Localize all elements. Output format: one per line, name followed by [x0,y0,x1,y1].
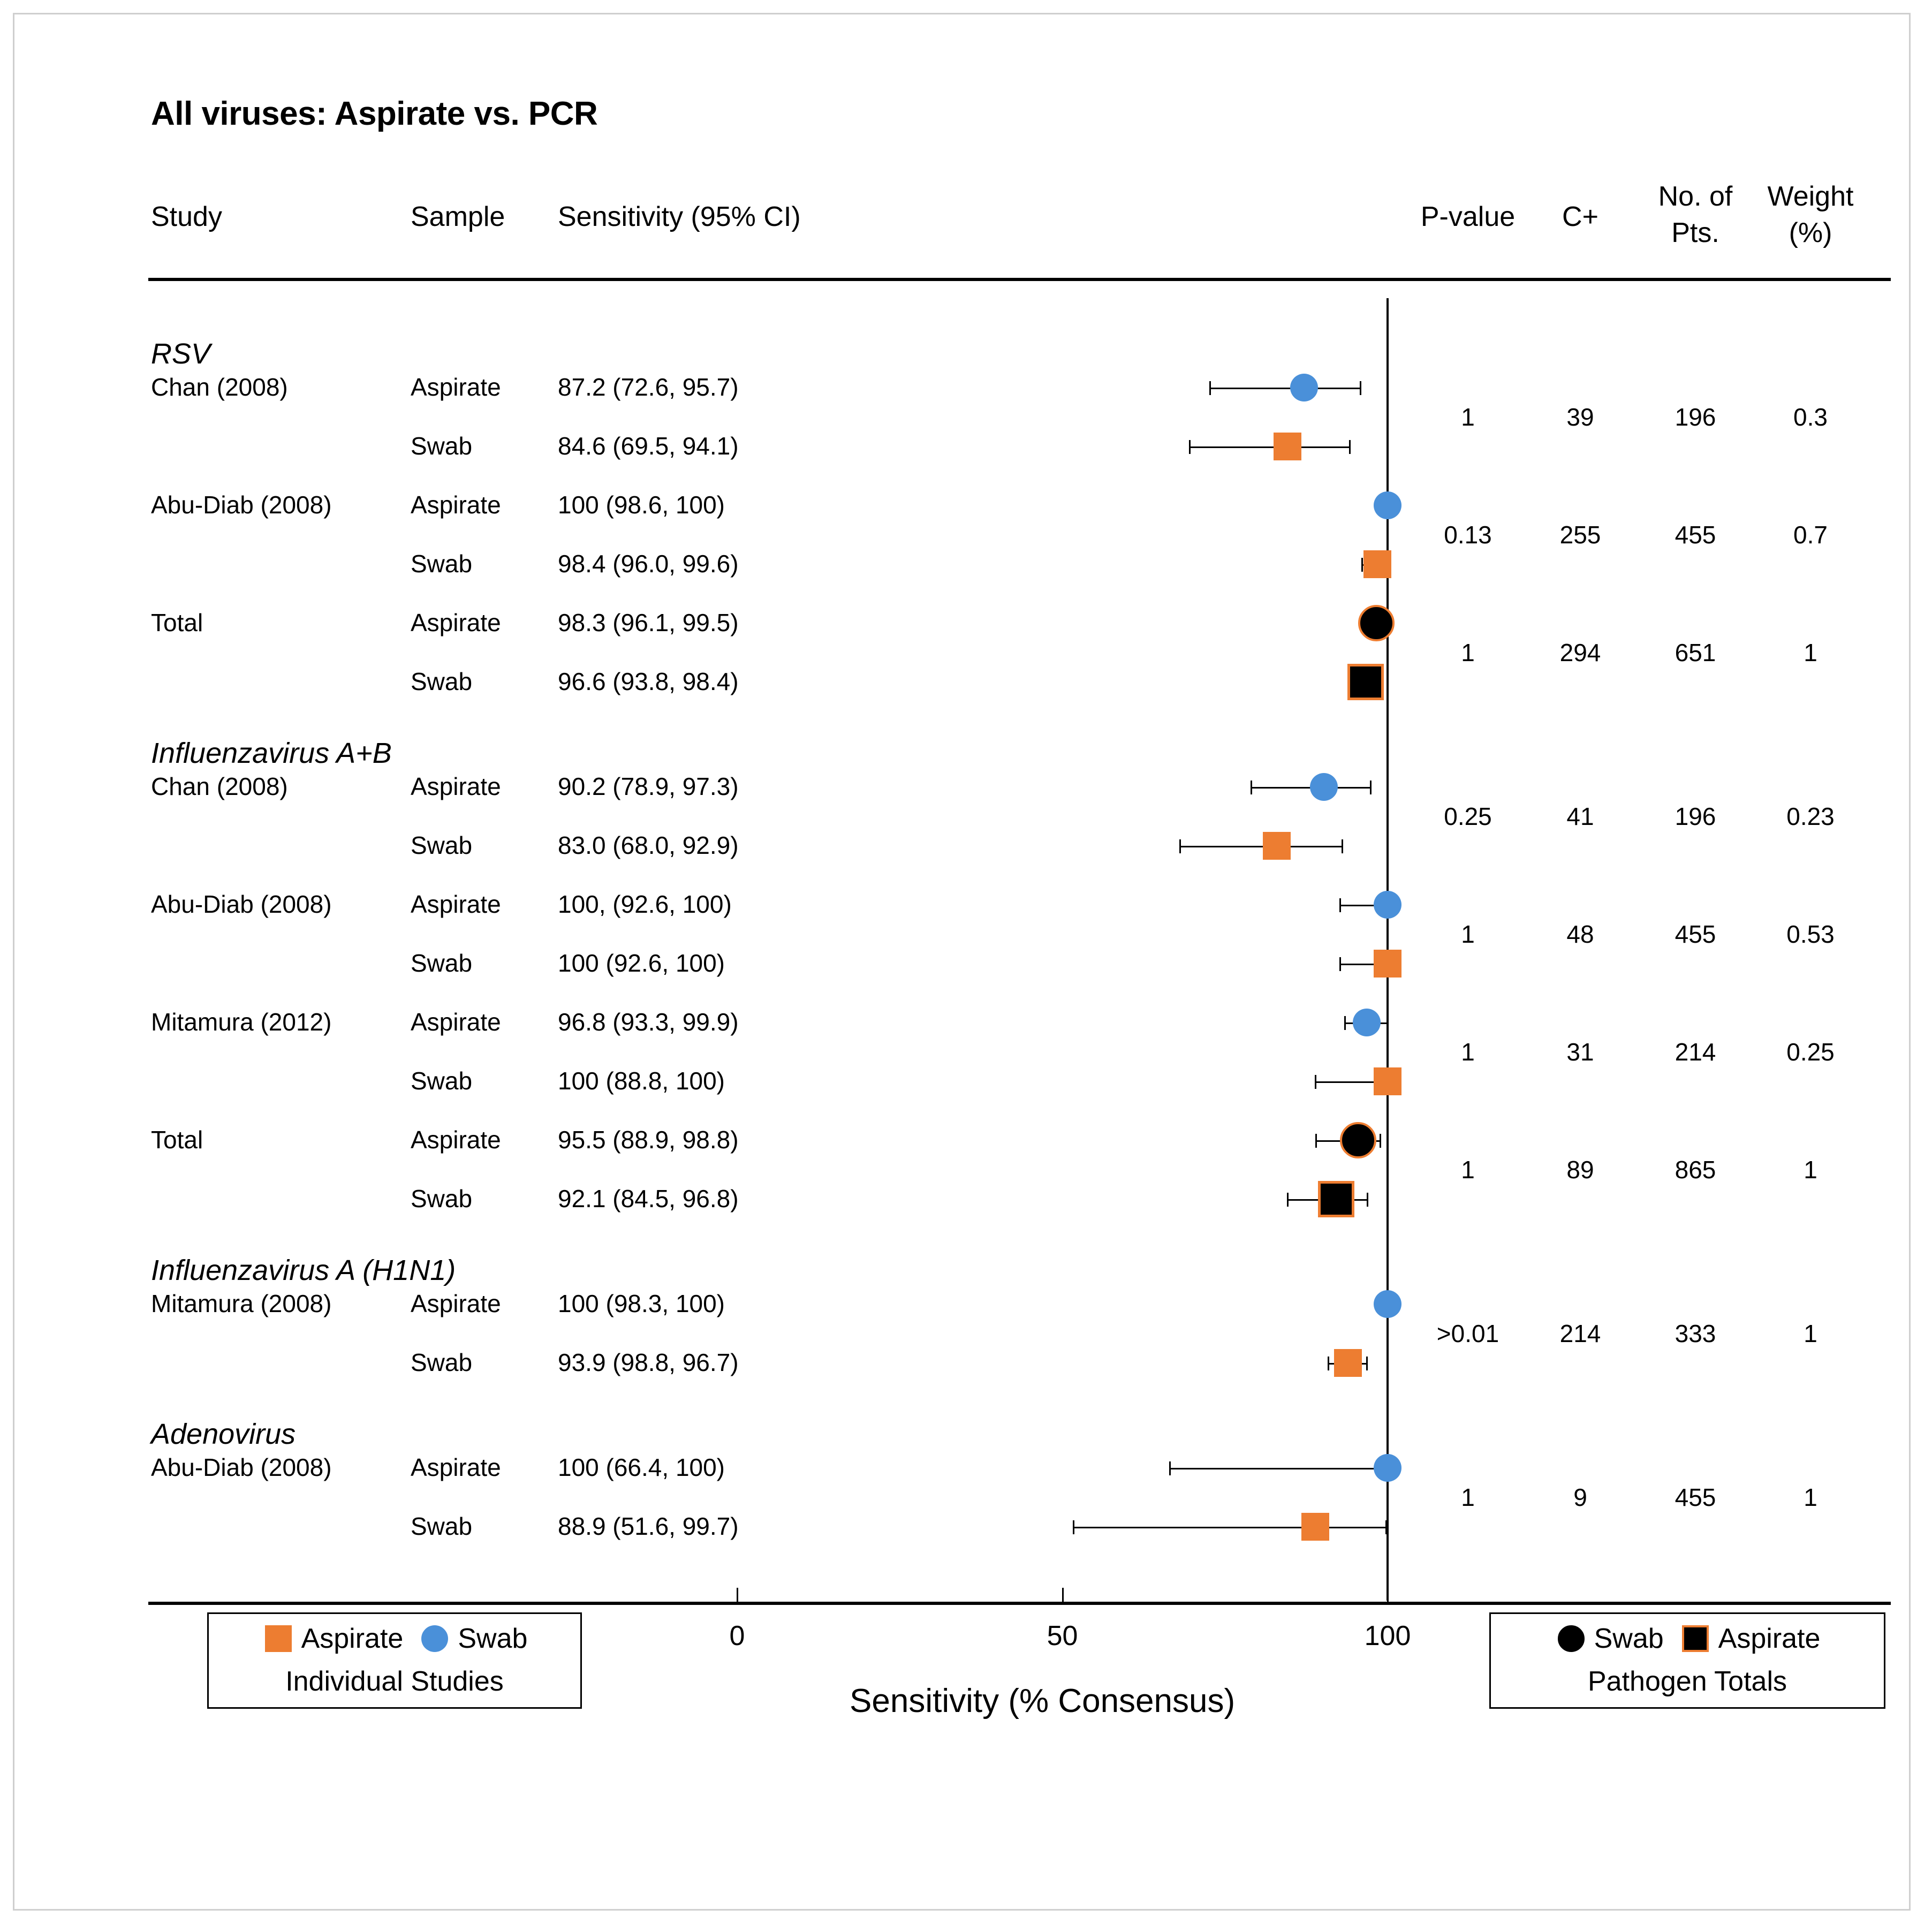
row-sample: Aspirate [411,772,501,800]
ci-line [1169,1468,1388,1469]
ci-cap-high [1360,381,1361,395]
row-study: Chan (2008) [151,772,288,800]
marker-swab-circle [1374,1454,1401,1482]
marker-swab-circle [1374,491,1401,519]
axis-title: Sensitivity (% Consensus) [850,1683,1236,1719]
marker-total-circle [1358,605,1395,641]
row-sample: Aspirate [411,609,501,637]
legend-circle-icon [1558,1625,1585,1652]
row-sensitivity: 100 (98.3, 100) [558,1290,725,1317]
ci-cap-high [1367,1193,1368,1207]
row-cplus: 39 [1566,403,1594,431]
group-label-1: Influenzavirus A+B [151,737,392,769]
row-npts: 214 [1675,1038,1716,1066]
row-study: Total [151,609,203,637]
forest-plot [14,14,1912,1912]
legend-pathogen-totals-items [1491,1623,1887,1655]
row-cplus: 255 [1559,521,1601,549]
row-npts: 455 [1675,920,1716,948]
row-weight: 0.23 [1786,802,1835,830]
legend-pathogen-totals-item-label: Aspirate [1718,1623,1821,1654]
ci-cap-low [1315,1075,1316,1089]
legend-individual-studies-items [209,1623,584,1655]
marker-total-circle [1340,1122,1376,1158]
group-label-3: Adenovirus [151,1418,296,1450]
row-npts: 333 [1675,1320,1716,1347]
row-sensitivity: 83.0 (68.0, 92.9) [558,831,739,859]
ci-cap-low [1339,957,1341,971]
column-header-npts-line1: No. of [1658,181,1733,212]
row-sample: Aspirate [411,491,501,519]
row-weight: 1 [1804,1156,1817,1184]
row-study: Mitamura (2008) [151,1290,332,1317]
page-title: All viruses: Aspirate vs. PCR [151,95,598,132]
ci-cap-low [1251,781,1252,794]
marker-swab-circle [1374,1290,1401,1318]
ci-cap-high [1349,440,1351,454]
row-sample: Swab [411,668,473,695]
row-sensitivity: 95.5 (88.9, 98.8) [558,1126,739,1154]
axis-tick-label-2: 100 [1364,1620,1411,1651]
row-weight: 0.7 [1793,521,1828,549]
row-npts: 455 [1675,1483,1716,1511]
ci-cap-low [1073,1520,1074,1534]
legend-pathogen-totals-item-label: Swab [1594,1623,1664,1654]
row-cplus: 9 [1573,1483,1587,1511]
row-cplus: 214 [1559,1320,1601,1347]
row-weight: 0.3 [1793,403,1828,431]
row-pvalue: 1 [1461,1156,1475,1184]
header-rule [148,278,1891,281]
legend-individual-studies-item-label: Aspirate [301,1623,404,1654]
row-sample: Swab [411,550,473,578]
axis-tick [737,1588,738,1602]
marker-swab-circle [1353,1009,1381,1036]
row-pvalue: 0.13 [1444,521,1492,549]
ci-cap-low [1344,1016,1346,1030]
row-weight: 1 [1804,1320,1817,1347]
row-sensitivity: 100, (92.6, 100) [558,890,732,918]
row-sensitivity: 100 (98.6, 100) [558,491,725,519]
column-header-weight-line2: (%) [1789,217,1832,248]
row-pvalue: 1 [1461,1038,1475,1066]
legend-circle-icon [421,1625,448,1652]
row-pvalue: 0.25 [1444,802,1492,830]
ci-cap-high [1366,1357,1368,1370]
legend-pathogen-totals [1489,1612,1885,1709]
row-npts: 455 [1675,521,1716,549]
marker-total-square [1318,1181,1354,1217]
legend-square-icon [265,1625,292,1652]
row-sensitivity: 100 (88.8, 100) [558,1067,725,1095]
column-header-sample: Sample [411,201,505,232]
row-cplus: 48 [1566,920,1594,948]
marker-aspirate-square [1374,950,1401,978]
column-header-sensitivity: Sensitivity (95% CI) [558,201,801,232]
marker-aspirate-square [1301,1513,1329,1541]
column-header-cplus: C+ [1562,201,1598,232]
row-sample: Aspirate [411,1453,501,1481]
ci-cap-low [1339,898,1341,912]
row-sensitivity: 96.6 (93.8, 98.4) [558,668,739,695]
row-study: Mitamura (2012) [151,1008,332,1036]
axis-tick [1062,1588,1064,1602]
legend-pathogen-totals-item-1 [1682,1623,1821,1655]
ci-cap-low [1189,440,1191,454]
row-sample: Swab [411,949,473,977]
ci-cap-low [1328,1357,1329,1370]
row-sample: Aspirate [411,890,501,918]
row-weight: 1 [1804,1483,1817,1511]
row-sensitivity: 92.1 (84.5, 96.8) [558,1185,739,1213]
marker-aspirate-square [1263,832,1291,860]
row-sensitivity: 98.3 (96.1, 99.5) [558,609,739,637]
row-pvalue: 1 [1461,403,1475,431]
row-pvalue: 1 [1461,920,1475,948]
row-weight: 0.25 [1786,1038,1835,1066]
row-sensitivity: 96.8 (93.3, 99.9) [558,1008,739,1036]
marker-swab-circle [1310,773,1338,801]
axis-tick [1387,1588,1389,1602]
row-npts: 196 [1675,802,1716,830]
marker-aspirate-square [1334,1349,1362,1377]
legend-individual-studies-item-label: Swab [458,1623,528,1654]
legend-individual-studies-item-0 [265,1623,404,1655]
column-header-pvalue: P-value [1420,201,1516,232]
ci-line [1179,846,1342,847]
ci-cap-low [1287,1193,1289,1207]
marker-swab-circle [1374,891,1401,919]
row-sample: Swab [411,1348,473,1376]
row-cplus: 89 [1566,1156,1594,1184]
legend-individual-studies-caption: Individual Studies [285,1666,504,1697]
row-sensitivity: 84.6 (69.5, 94.1) [558,432,739,460]
row-cplus: 294 [1559,639,1601,666]
ci-line [1189,446,1349,448]
ci-cap-high [1342,839,1343,853]
group-label-2: Influenzavirus A (H1N1) [151,1254,456,1286]
column-header-weight-line1: Weight [1767,181,1854,212]
row-weight: 1 [1804,639,1817,666]
legend-pathogen-totals-caption: Pathogen Totals [1588,1666,1787,1697]
row-study: Abu-Diab (2008) [151,890,332,918]
row-study: Abu-Diab (2008) [151,1453,332,1481]
marker-aspirate-square [1374,1067,1401,1095]
ci-cap-low [1169,1461,1171,1475]
row-weight: 0.53 [1786,920,1835,948]
ci-cap-high [1370,781,1372,794]
row-sample: Aspirate [411,1126,501,1154]
row-sample: Swab [411,1067,473,1095]
row-sample: Swab [411,1512,473,1540]
row-pvalue: >0.01 [1436,1320,1499,1347]
ci-line [1073,1527,1385,1528]
axis-tick-label-0: 0 [729,1620,745,1651]
marker-aspirate-square [1274,433,1301,460]
legend-square-icon [1682,1625,1709,1652]
row-sample: Swab [411,432,473,460]
row-sample: Aspirate [411,1008,501,1036]
axis-rule [148,1602,1891,1605]
marker-total-square [1347,664,1384,700]
row-cplus: 41 [1566,802,1594,830]
ci-cap-low [1315,1134,1317,1148]
row-npts: 196 [1675,403,1716,431]
row-sample: Swab [411,831,473,859]
row-sensitivity: 88.9 (51.6, 99.7) [558,1512,739,1540]
row-study: Chan (2008) [151,373,288,401]
column-header-npts-line2: Pts. [1671,217,1719,248]
row-sensitivity: 100 (92.6, 100) [558,949,725,977]
ci-cap-high [1385,1520,1387,1534]
row-pvalue: 1 [1461,1483,1475,1511]
legend-pathogen-totals-item-0 [1558,1623,1664,1655]
row-pvalue: 1 [1461,639,1475,666]
legend-individual-studies [207,1612,582,1709]
axis-tick-label-1: 50 [1047,1620,1078,1651]
ci-cap-high [1387,1016,1389,1030]
marker-swab-circle [1290,374,1318,401]
ci-cap-low [1209,381,1211,395]
column-header-study: Study [151,201,222,232]
row-sensitivity: 93.9 (98.8, 96.7) [558,1348,739,1376]
row-study: Total [151,1126,203,1154]
legend-individual-studies-item-1 [421,1623,527,1655]
row-npts: 651 [1675,639,1716,666]
row-sample: Swab [411,1185,473,1213]
row-study: Abu-Diab (2008) [151,491,332,519]
row-sensitivity: 98.4 (96.0, 99.6) [558,550,739,578]
ci-cap-low [1179,839,1181,853]
row-sensitivity: 100 (66.4, 100) [558,1453,725,1481]
ci-line [1209,388,1360,389]
row-sample: Aspirate [411,373,501,401]
marker-aspirate-square [1363,550,1391,578]
row-npts: 865 [1675,1156,1716,1184]
row-sensitivity: 87.2 (72.6, 95.7) [558,373,739,401]
row-sensitivity: 90.2 (78.9, 97.3) [558,772,739,800]
group-label-0: RSV [151,338,211,370]
row-sample: Aspirate [411,1290,501,1317]
row-cplus: 31 [1566,1038,1594,1066]
figure-frame [13,13,1911,1911]
ci-cap-high [1380,1134,1381,1148]
